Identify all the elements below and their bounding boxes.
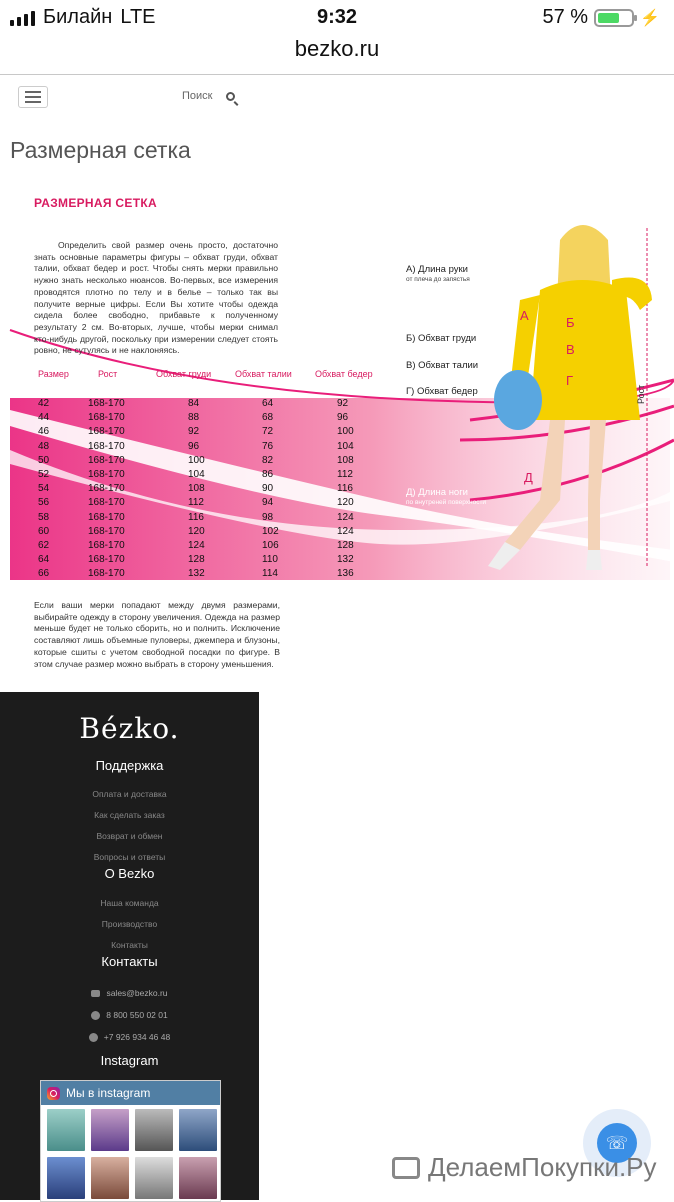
chest-label: Б) Обхват груди — [406, 333, 477, 344]
instagram-thumbnail[interactable] — [91, 1109, 129, 1151]
figure-letter-g: Г — [566, 373, 574, 388]
carrier-name: Билайн — [43, 6, 113, 28]
table-cell: 168-170 — [88, 540, 125, 551]
instagram-widget-header[interactable] — [41, 1081, 220, 1105]
instagram-thumbnail[interactable] — [135, 1109, 173, 1151]
column-header-height: Рост — [98, 369, 118, 379]
chart-heading: РАЗМЕРНАЯ СЕТКА — [34, 196, 157, 210]
instagram-thumbnail[interactable] — [91, 1157, 129, 1199]
hamburger-menu-button[interactable] — [18, 86, 48, 108]
table-cell: 136 — [337, 568, 354, 580]
table-cell: 68 — [262, 412, 274, 424]
table-row — [0, 455, 400, 469]
table-cell: 124 — [337, 525, 354, 537]
battery-info — [542, 6, 660, 29]
table-cell: 110 — [262, 554, 278, 566]
table-row — [0, 497, 400, 511]
table-cell: 132 — [188, 568, 205, 580]
site-footer — [0, 692, 259, 1200]
instagram-icon — [47, 1087, 60, 1100]
figure-letter-b: Б — [566, 315, 575, 330]
footer-support-heading: Поддержка — [95, 758, 164, 773]
table-cell: 100 — [188, 454, 205, 466]
table-row — [0, 398, 400, 412]
instagram-thumbnail[interactable] — [47, 1109, 85, 1151]
wallet-icon — [392, 1157, 420, 1179]
site-navbar — [0, 76, 674, 120]
mail-icon — [91, 990, 100, 997]
watermark-text: ДелаемПокупки.Ру — [428, 1152, 657, 1182]
table-cell: 62 — [38, 540, 50, 551]
table-row — [0, 568, 400, 582]
status-bar — [0, 0, 674, 38]
table-cell: 102 — [262, 525, 279, 537]
table-cell: 92 — [337, 398, 349, 409]
search-link[interactable]: Поиск — [182, 90, 213, 102]
battery-icon — [594, 9, 634, 27]
table-cell: 106 — [262, 540, 279, 551]
battery-percent: 57 % — [542, 6, 589, 28]
table-cell: 86 — [262, 469, 274, 480]
instagram-widget-title: Мы в instagram — [66, 1086, 151, 1100]
height-label: Рост — [636, 384, 646, 404]
table-row — [0, 483, 400, 497]
table-cell: 54 — [38, 483, 50, 495]
table-cell: 168-170 — [88, 398, 125, 409]
instagram-widget[interactable] — [40, 1080, 221, 1202]
table-cell: 120 — [337, 497, 354, 509]
table-cell: 98 — [262, 511, 274, 523]
table-cell: 114 — [262, 568, 278, 580]
footer-contacts-heading: Контакты — [101, 954, 158, 969]
table-cell: 168-170 — [88, 554, 125, 566]
table-cell: 44 — [38, 412, 50, 424]
table-cell: 108 — [188, 483, 205, 495]
table-row — [0, 540, 400, 554]
instagram-thumbnail[interactable] — [179, 1109, 217, 1151]
chart-intro-text: Определить свой размер очень просто, достаточно знать основные параметры фигуры – обхват груди, обхват талии, обхват бедер и рост. Чтобы снять мерки правильно нужно знать несколько нюансов. Во-первых, все измерения проводятся плотно по телу и в белье – только так вы получите верные цифры. Если Вы хотите чтобы одежда сидела более свободно, прибавьте к полученному результату 2 см. Во-вторых, лучше, чтобы мерки снимал кто-нибудь другой, поскольку при измерении следует стоять ровно, не сутулясь и не наклоняясь. — [34, 240, 278, 356]
network-type: LTE — [120, 6, 156, 28]
table-cell: 66 — [38, 568, 50, 580]
table-cell: 116 — [337, 483, 353, 495]
table-cell: 124 — [337, 511, 354, 523]
table-cell: 64 — [262, 398, 274, 409]
table-cell: 116 — [188, 511, 204, 523]
footer-phone-2[interactable]: +7 926 934 46 48 — [0, 1032, 259, 1042]
instagram-thumbnail[interactable] — [47, 1157, 85, 1199]
table-cell: 108 — [337, 454, 354, 466]
table-cell: 168-170 — [88, 469, 125, 480]
search-icon[interactable] — [226, 92, 235, 101]
footer-link-faq[interactable]: Вопросы и ответы — [93, 852, 166, 862]
phone-icon — [89, 1033, 98, 1042]
table-row — [0, 412, 400, 426]
table-cell: 168-170 — [88, 426, 125, 438]
table-cell: 72 — [262, 426, 274, 438]
address-bar[interactable]: bezko.ru — [294, 36, 380, 61]
footer-link-payment[interactable]: Оплата и доставка — [92, 789, 167, 799]
table-cell: 96 — [188, 440, 200, 452]
waist-label: В) Обхват талии — [406, 360, 479, 371]
leg-length-label: Д) Длина ноги по внутреней поверхности — [406, 487, 487, 506]
table-cell: 52 — [38, 469, 50, 480]
table-cell: 128 — [188, 554, 205, 566]
table-cell: 92 — [188, 426, 200, 438]
table-cell: 64 — [38, 554, 50, 566]
footer-link-contacts[interactable]: Контакты — [111, 940, 148, 950]
instagram-thumbnail[interactable] — [179, 1157, 217, 1199]
clock: 9:32 — [316, 6, 358, 28]
table-cell: 88 — [188, 412, 200, 424]
footer-link-returns[interactable]: Возврат и обмен — [96, 831, 163, 841]
footer-email[interactable]: sales@bezko.ru — [0, 988, 259, 998]
table-cell: 168-170 — [88, 412, 125, 424]
table-cell: 94 — [262, 497, 274, 509]
hips-label: Г) Обхват бедер — [406, 386, 478, 397]
table-cell: 124 — [188, 540, 205, 551]
footer-phone-1[interactable]: 8 800 550 02 01 — [0, 1010, 259, 1020]
table-cell: 56 — [38, 497, 50, 509]
figure-letter-d: Д — [524, 470, 533, 485]
table-row — [0, 441, 400, 455]
footer-instagram-heading: Instagram — [100, 1053, 159, 1068]
table-cell: 168-170 — [88, 440, 125, 452]
divider — [0, 74, 674, 75]
column-header-waist: Обхват талии — [235, 369, 292, 379]
instagram-thumbnails — [41, 1105, 220, 1202]
footer-link-production[interactable]: Производство — [101, 919, 158, 929]
table-cell: 96 — [337, 412, 349, 424]
table-cell: 112 — [337, 469, 353, 480]
footer-about-heading: О Bezko — [104, 866, 155, 881]
table-cell: 168-170 — [88, 483, 125, 495]
footer-logo[interactable]: Bézko. — [79, 712, 180, 745]
size-chart — [0, 170, 674, 690]
table-cell: 76 — [262, 440, 274, 452]
figure-letter-v: В — [566, 342, 575, 357]
table-cell: 90 — [262, 483, 274, 495]
table-cell: 168-170 — [88, 497, 125, 509]
footer-link-team[interactable]: Наша команда — [100, 898, 159, 908]
table-cell: 128 — [337, 540, 354, 551]
table-row — [0, 512, 400, 526]
table-row — [0, 426, 400, 440]
table-row — [0, 526, 400, 540]
arm-length-label: А) Длина руки от плеча до запястья — [406, 264, 470, 283]
column-header-hips: Обхват бедер — [315, 369, 373, 379]
phone-icon: ☏ — [597, 1123, 637, 1163]
table-cell: 168-170 — [88, 454, 125, 466]
table-cell: 46 — [38, 426, 50, 438]
figure-letter-a: А — [520, 308, 529, 323]
footer-link-how-to-order[interactable]: Как сделать заказ — [94, 810, 165, 820]
table-cell: 42 — [38, 398, 50, 409]
table-cell: 58 — [38, 511, 50, 523]
column-header-chest: Обхват груди — [156, 369, 212, 379]
table-cell: 48 — [38, 440, 50, 452]
chart-footnote: Если ваши мерки попадают между двумя размерами, выбирайте одежду в сторону увеличения. Одежда на размер меньше будет не только сборить, но и полнить. Исключение составляют лишь объемные пуловеры, джемпера и блузоны, которые сшиты с учетом свободной посадки по фигуре. В этом случае размер можно выбрать в сторону уменьшения. — [34, 600, 280, 669]
table-cell: 104 — [188, 469, 205, 480]
table-cell: 104 — [337, 440, 354, 452]
table-cell: 84 — [188, 398, 200, 409]
table-cell: 60 — [38, 525, 50, 537]
watermark — [392, 1152, 657, 1183]
table-row — [0, 469, 400, 483]
instagram-thumbnail[interactable] — [135, 1157, 173, 1199]
table-cell: 50 — [38, 454, 50, 466]
table-cell: 132 — [337, 554, 354, 566]
table-cell: 120 — [188, 525, 205, 537]
charging-icon: ⚡ — [640, 9, 660, 27]
table-cell: 168-170 — [88, 525, 125, 537]
page-title: Размерная сетка — [10, 137, 191, 163]
table-cell: 82 — [262, 454, 274, 466]
table-cell: 100 — [337, 426, 354, 438]
column-header-size: Размер — [38, 369, 69, 379]
table-row — [0, 554, 400, 568]
table-cell: 168-170 — [88, 568, 125, 580]
table-cell: 112 — [188, 497, 204, 509]
phone-icon — [91, 1011, 100, 1020]
table-cell: 168-170 — [88, 511, 125, 523]
